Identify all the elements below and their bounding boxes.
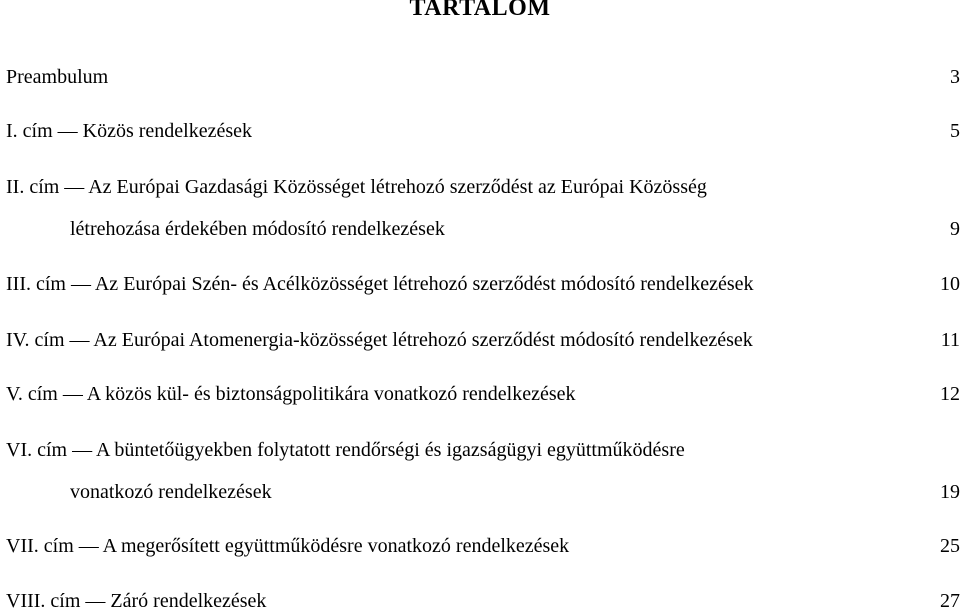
toc-entry-title-4[interactable] <box>6 327 960 353</box>
toc-entry-page: 3 <box>950 66 960 88</box>
toc-entry-page: 12 <box>940 383 960 405</box>
toc-entry-title-2-continuation[interactable] <box>70 216 960 242</box>
toc-entry-title-1[interactable] <box>6 118 960 144</box>
toc-entry-page: 10 <box>940 273 960 295</box>
toc-entry-label: II. cím — Az Európai Gazdasági Közösséget létrehozó szerződést az Európai Közösség <box>6 176 707 198</box>
toc-entry-label: VI. cím — A büntetőügyekben folytatott rendőrségi és igazságügyi együttműködésre <box>6 439 685 461</box>
toc-entry-label: V. cím — A közös kül- és biztonságpolitikára vonatkozó rendelkezések <box>6 383 576 405</box>
toc-entry-page: 25 <box>940 535 960 557</box>
toc-title: TARTALOM <box>409 0 551 21</box>
toc-entry-label-continuation: vonatkozó rendelkezések <box>70 481 272 503</box>
toc-entry-title-5[interactable] <box>6 381 960 407</box>
toc-entry-preamble[interactable] <box>6 64 960 90</box>
toc-entry-title-2[interactable] <box>6 174 960 200</box>
toc-entry-page: 11 <box>940 329 960 351</box>
toc-entry-title-8[interactable] <box>6 588 960 614</box>
toc-entry-label: I. cím — Közös rendelkezések <box>6 120 253 142</box>
toc-entry-label: VII. cím — A megerősített együttműködésre vonatkozó rendelkezések <box>6 535 570 557</box>
toc-entry-page: 19 <box>940 481 960 503</box>
toc-entry-title-6[interactable] <box>6 437 960 463</box>
toc-entry-label: III. cím — Az Európai Szén- és Acélközösséget létrehozó szerződést módosító rendelkezések <box>6 273 754 295</box>
toc-entry-page: 9 <box>950 218 960 240</box>
toc-entry-page: 5 <box>950 120 960 142</box>
toc-entry-page: 27 <box>940 590 960 612</box>
toc-entry-label: VIII. cím — Záró rendelkezések <box>6 590 267 612</box>
toc-entry-label-continuation: létrehozása érdekében módosító rendelkezések <box>70 218 445 240</box>
toc-entry-label: Preambulum <box>6 66 109 88</box>
toc-entry-label: IV. cím — Az Európai Atomenergia-közösséget létrehozó szerződést módosító rendelkezések <box>6 329 753 351</box>
toc-entry-title-3[interactable] <box>6 271 960 297</box>
toc-entry-title-6-continuation[interactable] <box>70 479 960 505</box>
toc-entry-title-7[interactable] <box>6 533 960 559</box>
